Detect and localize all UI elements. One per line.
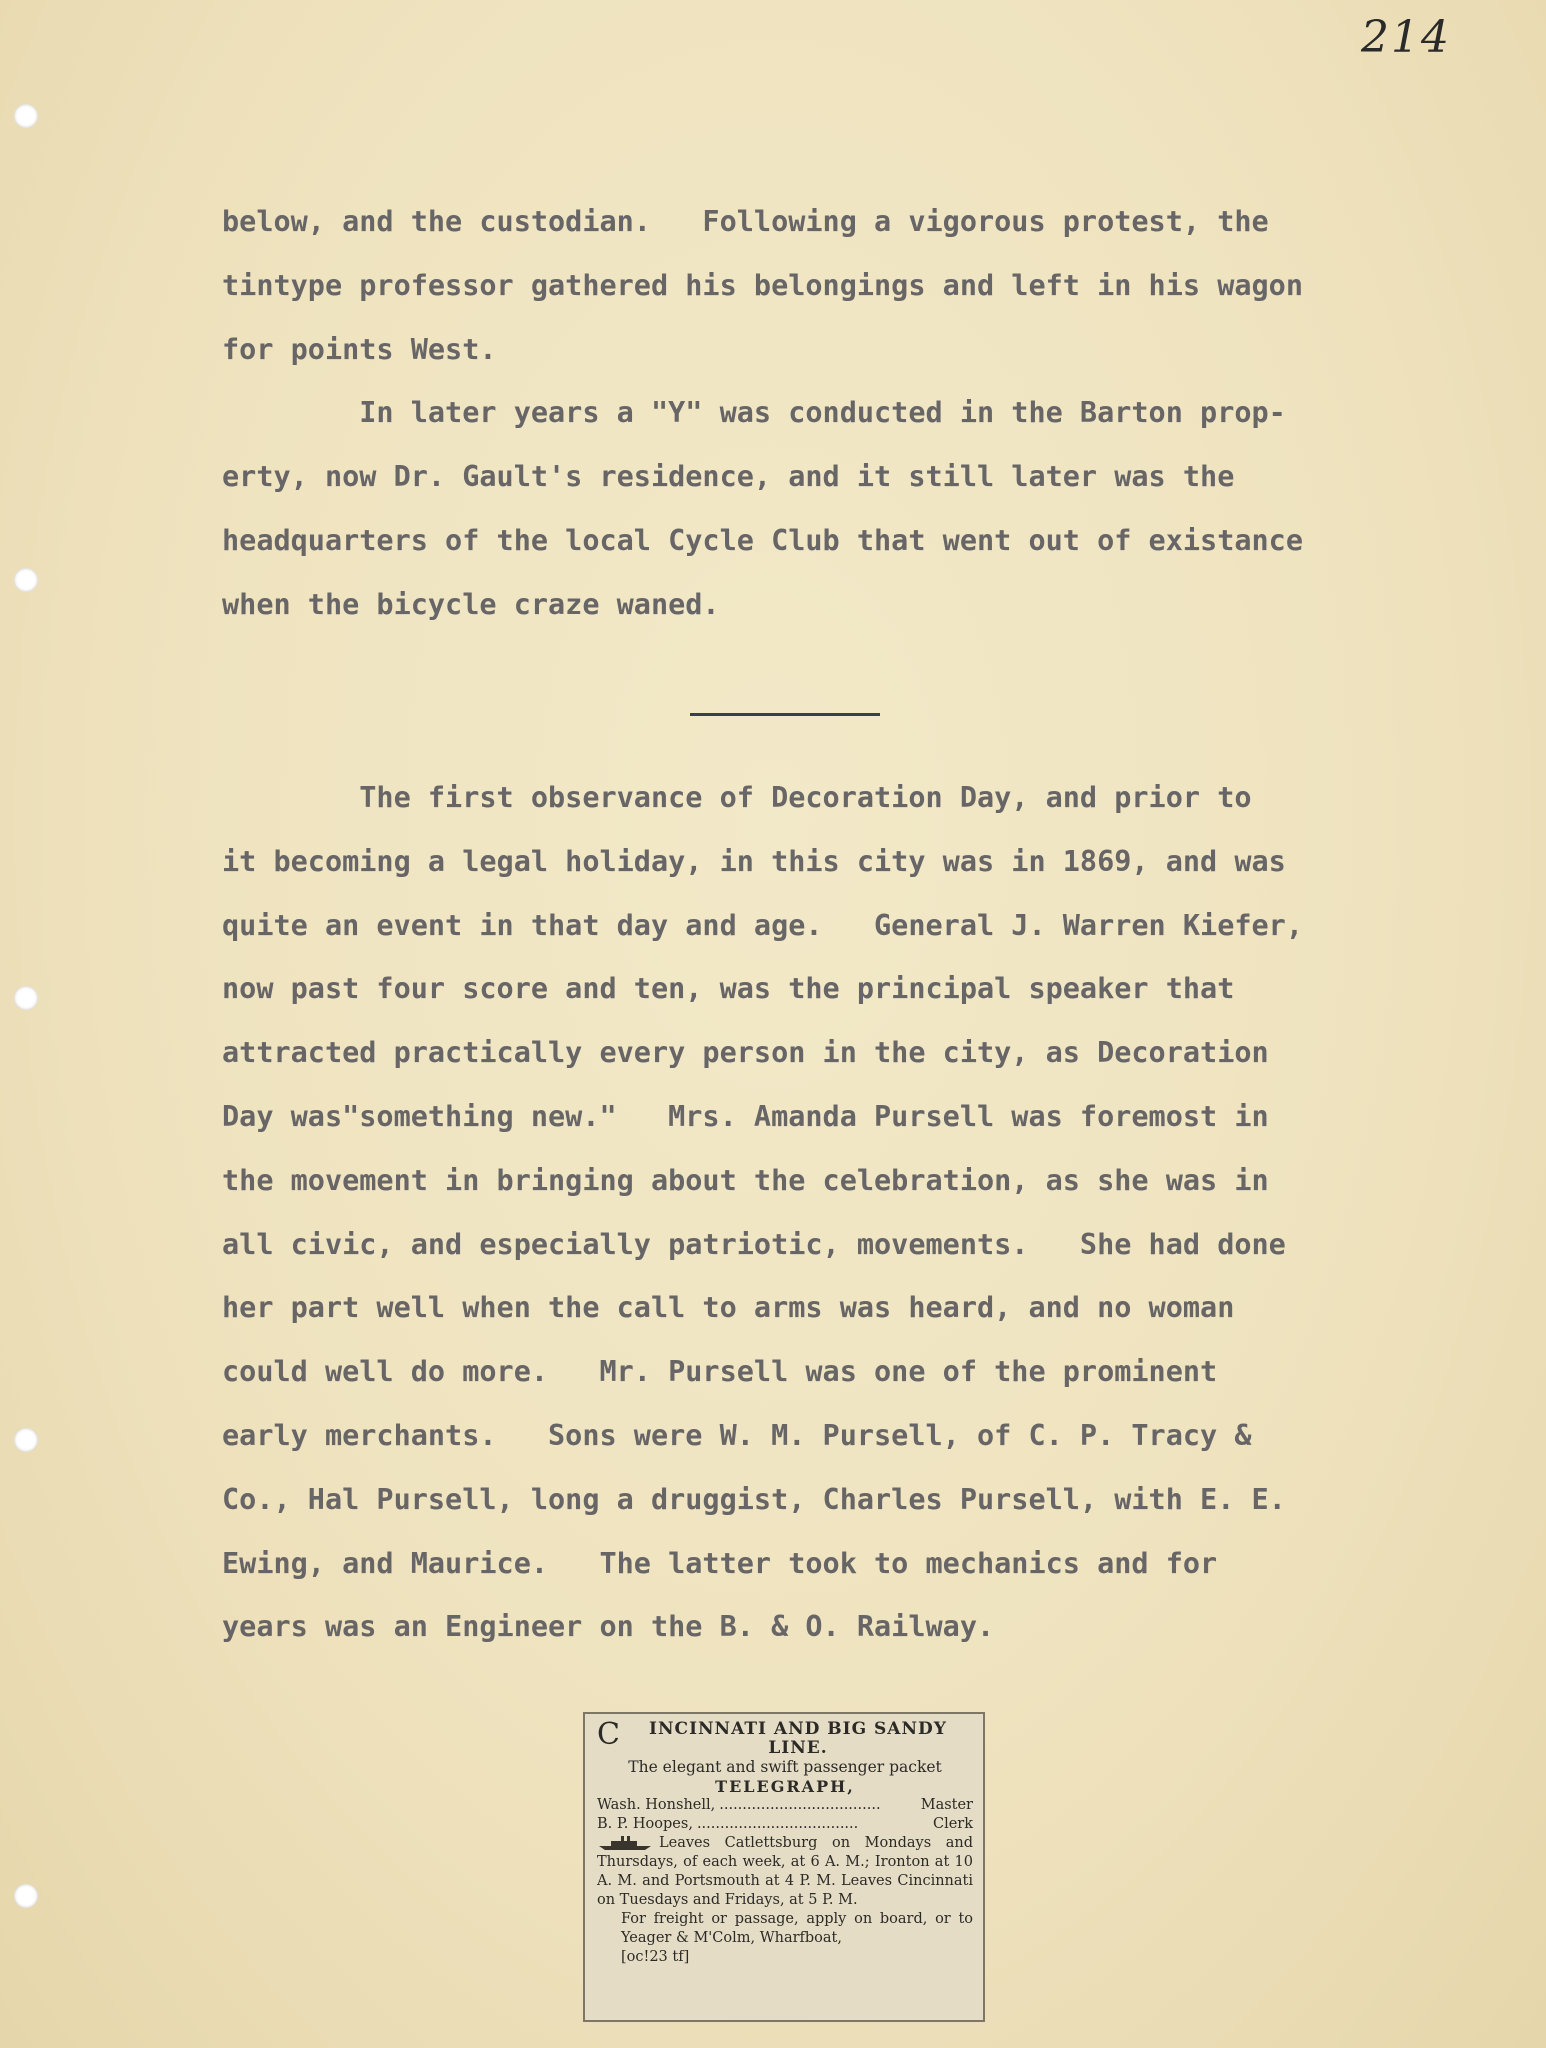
- section-divider: [690, 713, 880, 716]
- clipping-subtitle: The elegant and swift passenger packet: [628, 1758, 942, 1776]
- text-line: her part well when the call to arms was heard, and no woman: [222, 1291, 1235, 1325]
- text-line: all civic, and especially patriotic, movements. She had done: [222, 1227, 1286, 1261]
- clipping-title-line2: LINE.: [768, 1738, 828, 1758]
- text-line: could well do more. Mr. Pursell was one of the prominent: [222, 1355, 1218, 1389]
- text-line: when the bicycle craze waned.: [222, 587, 720, 621]
- clipping-drop-cap: C: [597, 1717, 621, 1752]
- master-role: Master: [920, 1797, 973, 1813]
- text-line: In later years a "Y" was conducted in the Barton prop-: [222, 396, 1286, 430]
- steamboat-icon: [597, 1835, 653, 1851]
- binder-hole: [14, 104, 38, 128]
- binder-hole: [14, 1428, 38, 1452]
- clipping-title: [597, 1717, 973, 1758]
- text-line: quite an event in that day and age. General J. Warren Kiefer,: [222, 908, 1303, 942]
- clipping-schedule: Leaves Catlettsburg on Mondays and Thursdays, of each week, at 6 A. M.; Ironton at 10 A. M. and Portsmouth at 4 P. M. Leaves Cincinnati on Tuesdays and Fridays, at 5 P. M.: [597, 1835, 973, 1908]
- clipping-clerk-row: [597, 1815, 973, 1834]
- text-line: below, and the custodian. Following a vigorous protest, the: [222, 205, 1269, 238]
- binder-hole: [14, 1884, 38, 1908]
- text-line: the movement in bringing about the celebration, as she was in: [222, 1163, 1269, 1197]
- text-line: headquarters of the local Cycle Club that went out of existance: [222, 523, 1303, 557]
- text-line: Ewing, and Maurice. The latter took to mechanics and for: [222, 1546, 1218, 1580]
- typed-text-top: [222, 190, 1422, 637]
- page-number: 214: [1361, 12, 1451, 63]
- clipping-title-text: INCINNATI AND BIG SANDY: [649, 1719, 947, 1739]
- text-line: years was an Engineer on the B. & O. Railway.: [222, 1610, 995, 1644]
- text-line: tintype professor gathered his belongings and left in his wagon: [222, 268, 1303, 302]
- clipping-boat-name: TELEGRAPH,: [715, 1777, 855, 1796]
- text-line: The first observance of Decoration Day, and prior to: [222, 781, 1252, 814]
- clerk-role: Clerk: [932, 1816, 973, 1832]
- dot-leader: ...................................: [696, 1816, 859, 1832]
- text-line: for points West.: [222, 332, 497, 366]
- dot-leader: ...................................: [719, 1797, 881, 1813]
- clipping-freight: For freight or passage, apply on board, or to Yeager & M'Colm, Wharfboat,: [621, 1911, 973, 1946]
- typed-text-main: [222, 766, 1422, 1659]
- binder-hole: [14, 568, 38, 592]
- text-line: early merchants. Sons were W. M. Pursell, of C. P. Tracy &: [222, 1418, 1252, 1452]
- clipping-master-row: [597, 1796, 973, 1815]
- binder-hole: [14, 986, 38, 1010]
- text-line: now past four score and ten, was the principal speaker that: [222, 972, 1235, 1006]
- clerk-name: B. P. Hoopes,: [597, 1816, 693, 1832]
- text-line: attracted practically every person in the city, as Decoration: [222, 1036, 1269, 1070]
- text-line: it becoming a legal holiday, in this city was in 1869, and was: [222, 844, 1286, 878]
- text-line: erty, now Dr. Gault's residence, and it still later was the: [222, 460, 1235, 494]
- text-line: Co., Hal Pursell, long a druggist, Charles Pursell, with E. E.: [222, 1482, 1286, 1516]
- clipping-date-code: [oc!23 tf]: [621, 1949, 690, 1965]
- newspaper-clipping: [583, 1712, 985, 2022]
- master-name: Wash. Honshell,: [597, 1797, 716, 1813]
- text-line: Day was"something new." Mrs. Amanda Pursell was foremost in: [222, 1099, 1269, 1133]
